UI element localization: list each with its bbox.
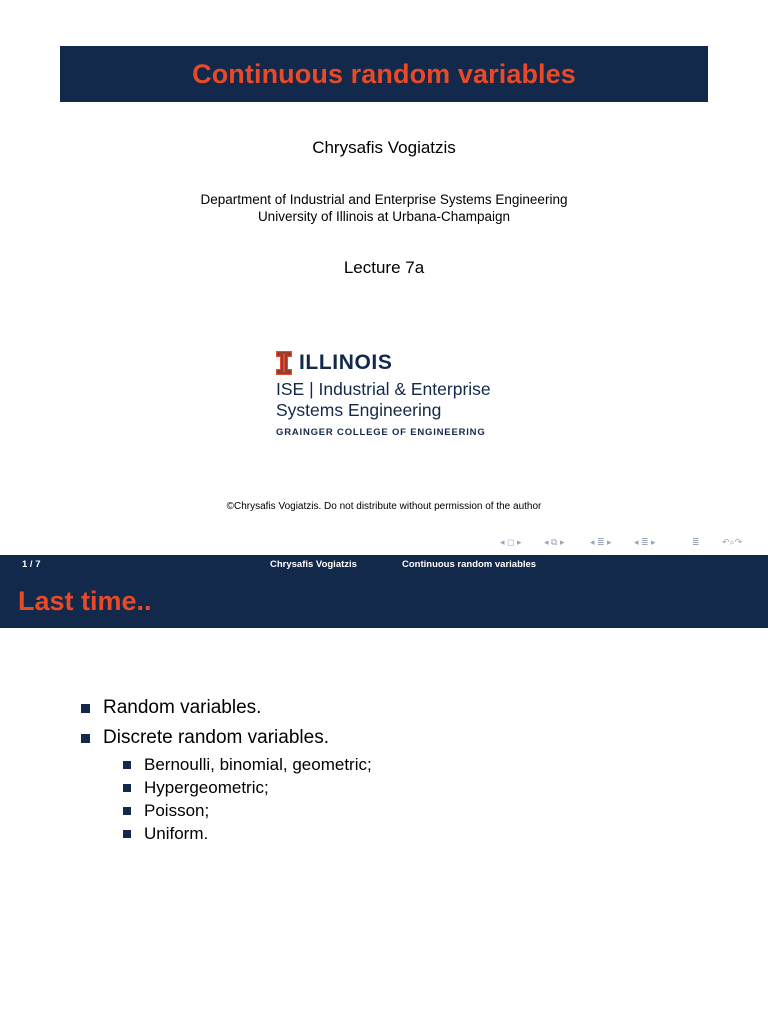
nav-frame-icon[interactable]: ◂ ⧉ ▸ bbox=[544, 537, 565, 547]
frame-title: Last time.. bbox=[18, 586, 152, 616]
institute-block bbox=[0, 191, 768, 225]
bullet-square-icon bbox=[123, 761, 131, 769]
slide-title: Continuous random variables bbox=[192, 58, 576, 89]
sub-list-item-text: Poisson; bbox=[144, 801, 210, 820]
bullet-list bbox=[80, 693, 372, 845]
sub-list-item bbox=[80, 799, 372, 822]
sub-list-item bbox=[80, 776, 372, 799]
slide-title-bar bbox=[60, 46, 708, 102]
copyright-notice: ©Chrysafis Vogiatzis. Do not distribute without permission of the author bbox=[226, 501, 542, 512]
logo-college: GRAINGER COLLEGE OF ENGINEERING bbox=[276, 427, 486, 438]
illinois-ise-logo bbox=[276, 350, 516, 442]
logo-name: ILLINOIS bbox=[299, 351, 393, 374]
list-item bbox=[80, 723, 372, 753]
bullet-square-icon bbox=[123, 807, 131, 815]
footer-page-number: 1 / 7 bbox=[22, 559, 41, 570]
beamer-navigation bbox=[500, 537, 768, 551]
nav-toc-icon[interactable]: ≣ bbox=[692, 537, 700, 547]
logo-department-line-2: Systems Engineering bbox=[276, 400, 442, 420]
bullet-square-icon bbox=[123, 830, 131, 838]
bullet-square-icon bbox=[81, 734, 90, 743]
list-item-text: Discrete random variables. bbox=[103, 727, 329, 748]
footer-title: Continuous random variables bbox=[402, 559, 537, 570]
footer-author: Chrysafis Vogiatzis bbox=[270, 559, 357, 570]
frame-title-bar bbox=[0, 575, 768, 628]
bullet-square-icon bbox=[123, 784, 131, 792]
sub-list-item bbox=[80, 822, 372, 845]
sub-list-item-text: Uniform. bbox=[144, 824, 209, 843]
bullet-square-icon bbox=[81, 704, 90, 713]
block-i-logo-icon bbox=[276, 351, 292, 375]
university-name: University of Illinois at Urbana-Champaign bbox=[257, 209, 511, 224]
nav-search-icon[interactable]: ↶⌕↷ bbox=[722, 537, 743, 547]
sub-list-item-text: Hypergeometric; bbox=[144, 778, 269, 797]
nav-section-icon[interactable]: ◂ ≣ ▸ bbox=[634, 537, 656, 547]
sub-list-item bbox=[80, 753, 372, 776]
list-item bbox=[80, 693, 372, 723]
lecture-label: Lecture 7a bbox=[343, 258, 425, 277]
nav-first-icon[interactable]: ◂ ◻ ▸ bbox=[500, 537, 522, 547]
list-item-text: Random variables. bbox=[103, 697, 262, 718]
nav-subsection-icon[interactable]: ◂ ≣ ▸ bbox=[590, 537, 612, 547]
author-name: Chrysafis Vogiatzis bbox=[312, 138, 456, 157]
logo-department-line-1: ISE | Industrial & Enterprise bbox=[276, 379, 491, 399]
footer-bar bbox=[0, 555, 768, 575]
department-name: Department of Industrial and Enterprise Systems Engineering bbox=[200, 192, 568, 207]
sub-list-item-text: Bernoulli, binomial, geometric; bbox=[144, 755, 372, 774]
